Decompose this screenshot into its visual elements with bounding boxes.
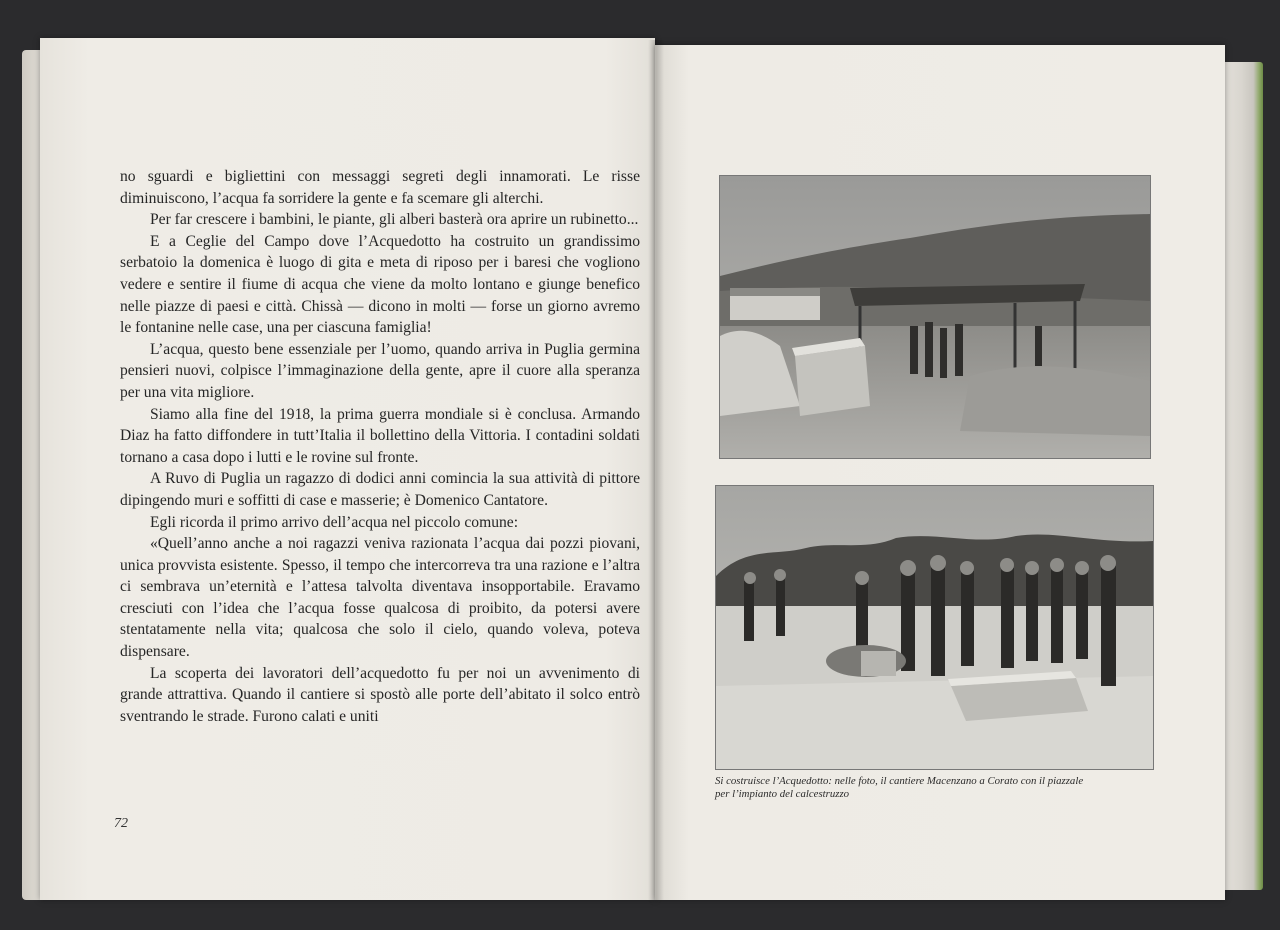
right-page <box>655 45 1225 900</box>
left-page <box>40 38 655 900</box>
paragraph: A Ruvo di Puglia un ragazzo di dodici anni comincia la sua attività di pittore dipingendo muri e soffitti di case e masserie; è Domenico Cantatore. <box>120 470 640 509</box>
paragraph: Per far crescere i bambini, le piante, gli alberi basterà ora aprire un rubinetto... <box>150 211 639 229</box>
paragraph: no sguardi e bigliettini con messaggi segreti degli innamorati. Le risse diminuiscono, l’acqua fa sorridere la gente e fa scemare gli alterchi. <box>120 168 640 207</box>
page-number: 72 <box>114 816 128 831</box>
paragraph: Siamo alla fine del 1918, la prima guerra mondiale si è conclusa. Armando Diaz ha fatto diffondere in tutt’Italia il bollettino della Vittoria. I contadini soldati tornano a casa dopo i lutti e le rovine sul fronte. <box>120 405 640 466</box>
paragraph: Egli ricorda il primo arrivo dell’acqua nel piccolo comune: <box>150 513 519 531</box>
photo-aqueduct-site-hillside <box>719 175 1151 459</box>
caption-line-2: per l’impianto del calcestruzzo <box>715 788 850 800</box>
paragraph: La scoperta dei lavoratori dell’acquedotto fu per noi un avvenimento di grande attrattiva. Quando il cantiere si spostò alle porte dell’abitato il solco entrò sventrando le strade. Furono calati e uniti <box>120 664 640 725</box>
paragraph: «Quell’anno anche a noi ragazzi veniva razionata l’acqua dai pozzi piovani, unica provvista esistente. Spesso, il tempo che intercorreva tra una razione e l’altra ci sembrava un’eternità e l’attesa talvolta diventava insopportabile. Eravamo cresciuti con l’idea che l’acqua fosse qualcosa di proibito, da potersi avere stentatamente nella vita; qualcosa che solo il cielo, quando voleva, poteva dispensare. <box>120 535 640 661</box>
body-text <box>120 166 640 727</box>
photo-aqueduct-workers <box>715 485 1154 770</box>
paragraph: L’acqua, questo bene essenziale per l’uomo, quando arriva in Puglia germina pensieri nuovi, colpisce l’immaginazione della gente, apre il cuore alla speranza per una vita migliore. <box>120 340 640 401</box>
caption-line-1: Si costruisce l’Acquedotto: nelle foto, il cantiere Macenzano a Corato con il piazzale <box>715 775 1084 787</box>
photo-caption <box>715 775 1175 801</box>
paragraph: E a Ceglie del Campo dove l’Acquedotto ha costruito un grandissimo serbatoio la domenica è luogo di gita e meta di riposo per i baresi che vogliono vedere e sentire il fiume di acqua che viene da molto lontano e giunge benefico nelle piazze di paesi e città. Chissà — dicono in molti — forse un giorno avremo le fontanine nelle case, una per ciascuna famiglia! <box>120 232 640 337</box>
book-gutter <box>648 40 664 900</box>
